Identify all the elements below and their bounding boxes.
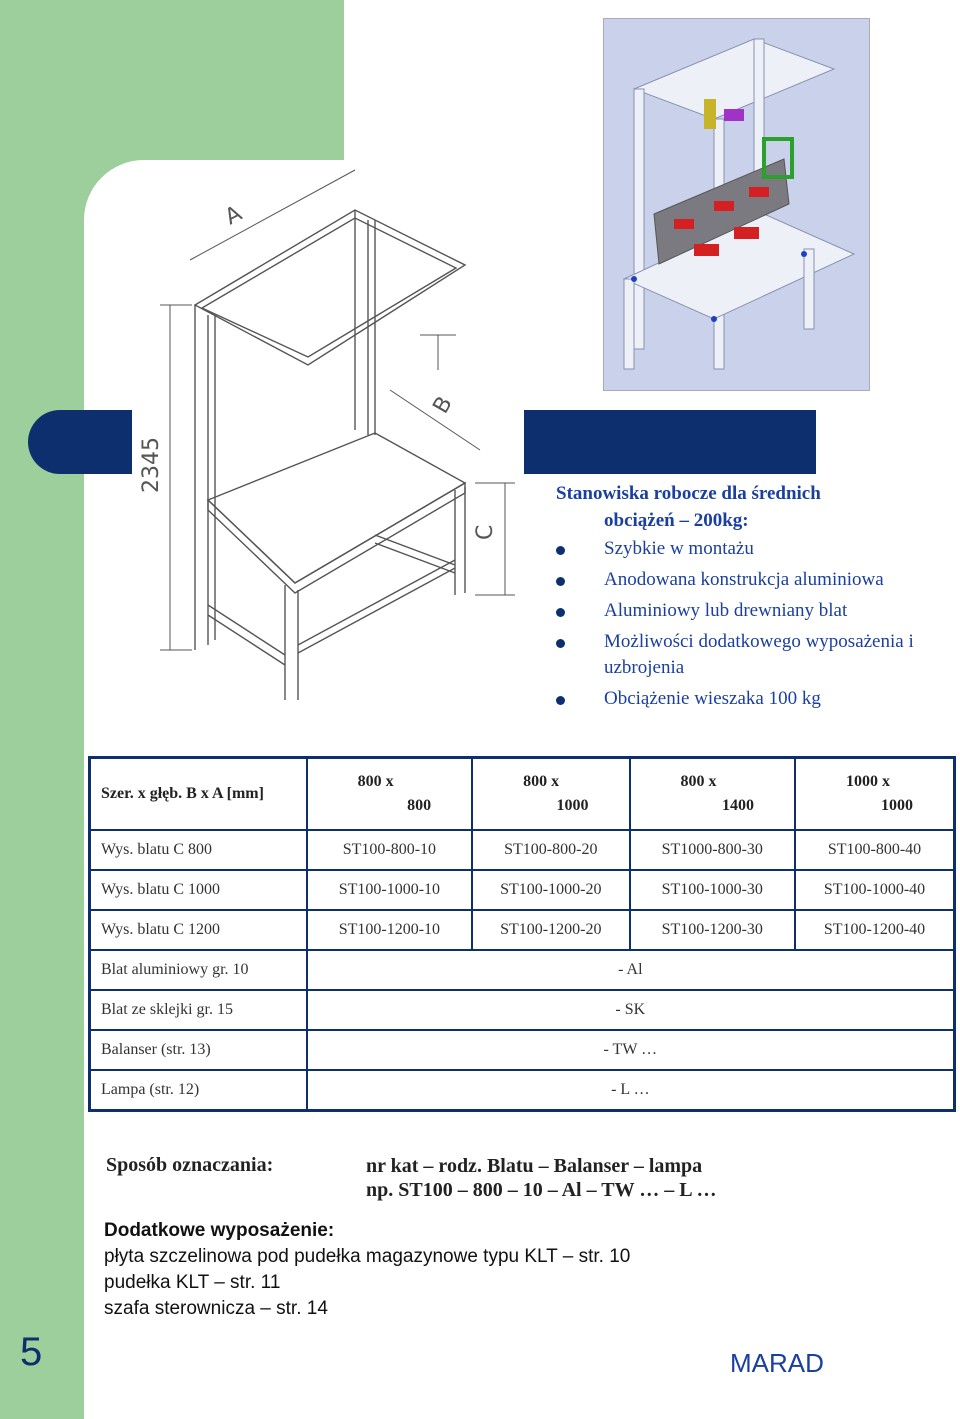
row-label: Wys. blatu C 800 (90, 830, 307, 870)
brand-logo-text: MARAD (730, 1348, 824, 1378)
workstation-technical-drawing (130, 165, 520, 705)
table-cell: ST100-1000-10 (307, 870, 472, 910)
header-label: Szer. x głęb. B x A [mm] (90, 758, 307, 831)
option-label: Lampa (str. 12) (90, 1070, 307, 1111)
feature-text: Szybkie w montażu (604, 538, 754, 559)
option-label: Blat aluminiowy gr. 10 (90, 950, 307, 990)
feature-item (556, 567, 960, 593)
feature-text: Anodowana konstrukcja aluminiowa (604, 569, 884, 590)
feature-text: Obciążenie wieszaka 100 kg (604, 688, 821, 709)
extras-item: pudełka KLT – str. 11 (104, 1272, 281, 1293)
table-cell: ST100-1000-30 (630, 870, 795, 910)
option-label: Balanser (str. 13) (90, 1030, 307, 1070)
bullet-dot-icon (556, 696, 565, 705)
feature-item (556, 629, 960, 681)
feature-text: Aluminiowy lub drewniany blat (604, 600, 848, 621)
row-label: Wys. blatu C 1000 (90, 870, 307, 910)
header-bottom: 1400 (721, 797, 754, 814)
table-row (90, 870, 955, 910)
option-row (90, 1070, 955, 1111)
extras-item: płyta szczelinowa pod pudełka magazynowe typu KLT – str. 10 (104, 1246, 631, 1267)
header-cell (307, 758, 472, 831)
headline (556, 480, 936, 534)
option-row (90, 950, 955, 990)
feature-item (556, 686, 960, 712)
option-row (90, 990, 955, 1030)
marking-label: Sposób oznaczania: (106, 1154, 274, 1176)
table-row (90, 830, 955, 870)
table-cell: ST100-1000-20 (472, 870, 629, 910)
table-cell: ST100-800-20 (472, 830, 629, 870)
marking-line2: np. ST100 – 800 – 10 – Al – TW … – L … (366, 1179, 717, 1201)
table-cell: ST100-800-10 (307, 830, 472, 870)
bullet-dot-icon (556, 639, 565, 648)
header-bottom: 1000 (881, 797, 913, 814)
table-cell: ST100-800-40 (795, 830, 955, 870)
table-cell: ST100-1200-40 (795, 910, 955, 950)
bullet-dot-icon (556, 577, 565, 586)
header-cell (630, 758, 795, 831)
extras-item: szafa sterownicza – str. 14 (104, 1298, 328, 1319)
header-top: 1000 x (845, 773, 890, 790)
dim-c-label: C (473, 524, 498, 540)
row-label: Wys. blatu C 1200 (90, 910, 307, 950)
option-value: - Al (307, 950, 955, 990)
headline-line1: Stanowiska robocze dla średnich (556, 483, 821, 504)
table-cell: ST1000-800-30 (630, 830, 795, 870)
option-label: Blat ze sklejki gr. 15 (90, 990, 307, 1030)
feature-text: Możliwości dodatkowego wyposażenia i uzbrojenia (604, 631, 914, 678)
extras-section (104, 1218, 630, 1322)
navy-tab-left (28, 410, 132, 474)
marking-values (366, 1154, 716, 1202)
table-cell: ST100-1200-30 (630, 910, 795, 950)
table-header-row (90, 758, 955, 831)
header-top: 800 x (357, 773, 394, 790)
workstation-3d-render (603, 18, 870, 391)
option-row (90, 1030, 955, 1070)
table-cell: ST100-1000-40 (795, 870, 955, 910)
navy-bar-right (524, 410, 816, 474)
header-top: 800 x (680, 773, 717, 790)
table-row (90, 910, 955, 950)
table-cell: ST100-1200-20 (472, 910, 629, 950)
feature-item (556, 536, 960, 562)
marking-line1: nr kat – rodz. Blatu – Balanser – lampa (366, 1155, 703, 1177)
feature-item (556, 598, 960, 624)
extras-title: Dodatkowe wyposażenie: (104, 1220, 335, 1241)
header-bottom: 1000 (556, 797, 589, 814)
option-value: - TW … (307, 1030, 955, 1070)
dim-b-label: B (428, 392, 458, 418)
header-top: 800 x (523, 773, 560, 790)
green-side-band (0, 0, 84, 1419)
option-value: - L … (307, 1070, 955, 1111)
header-bottom: 800 (407, 797, 432, 814)
dim-height-label: 2345 (139, 437, 164, 493)
dim-a-label: A (221, 201, 247, 231)
table-cell: ST100-1200-10 (307, 910, 472, 950)
bullet-dot-icon (556, 608, 565, 617)
page-number: 5 (20, 1330, 43, 1374)
header-cell (795, 758, 955, 831)
option-value: - SK (307, 990, 955, 1030)
headline-line2: obciążeń – 200kg: (604, 510, 749, 531)
header-cell (472, 758, 629, 831)
feature-list (556, 536, 960, 717)
bullet-dot-icon (556, 546, 565, 555)
spec-table (88, 756, 956, 1112)
